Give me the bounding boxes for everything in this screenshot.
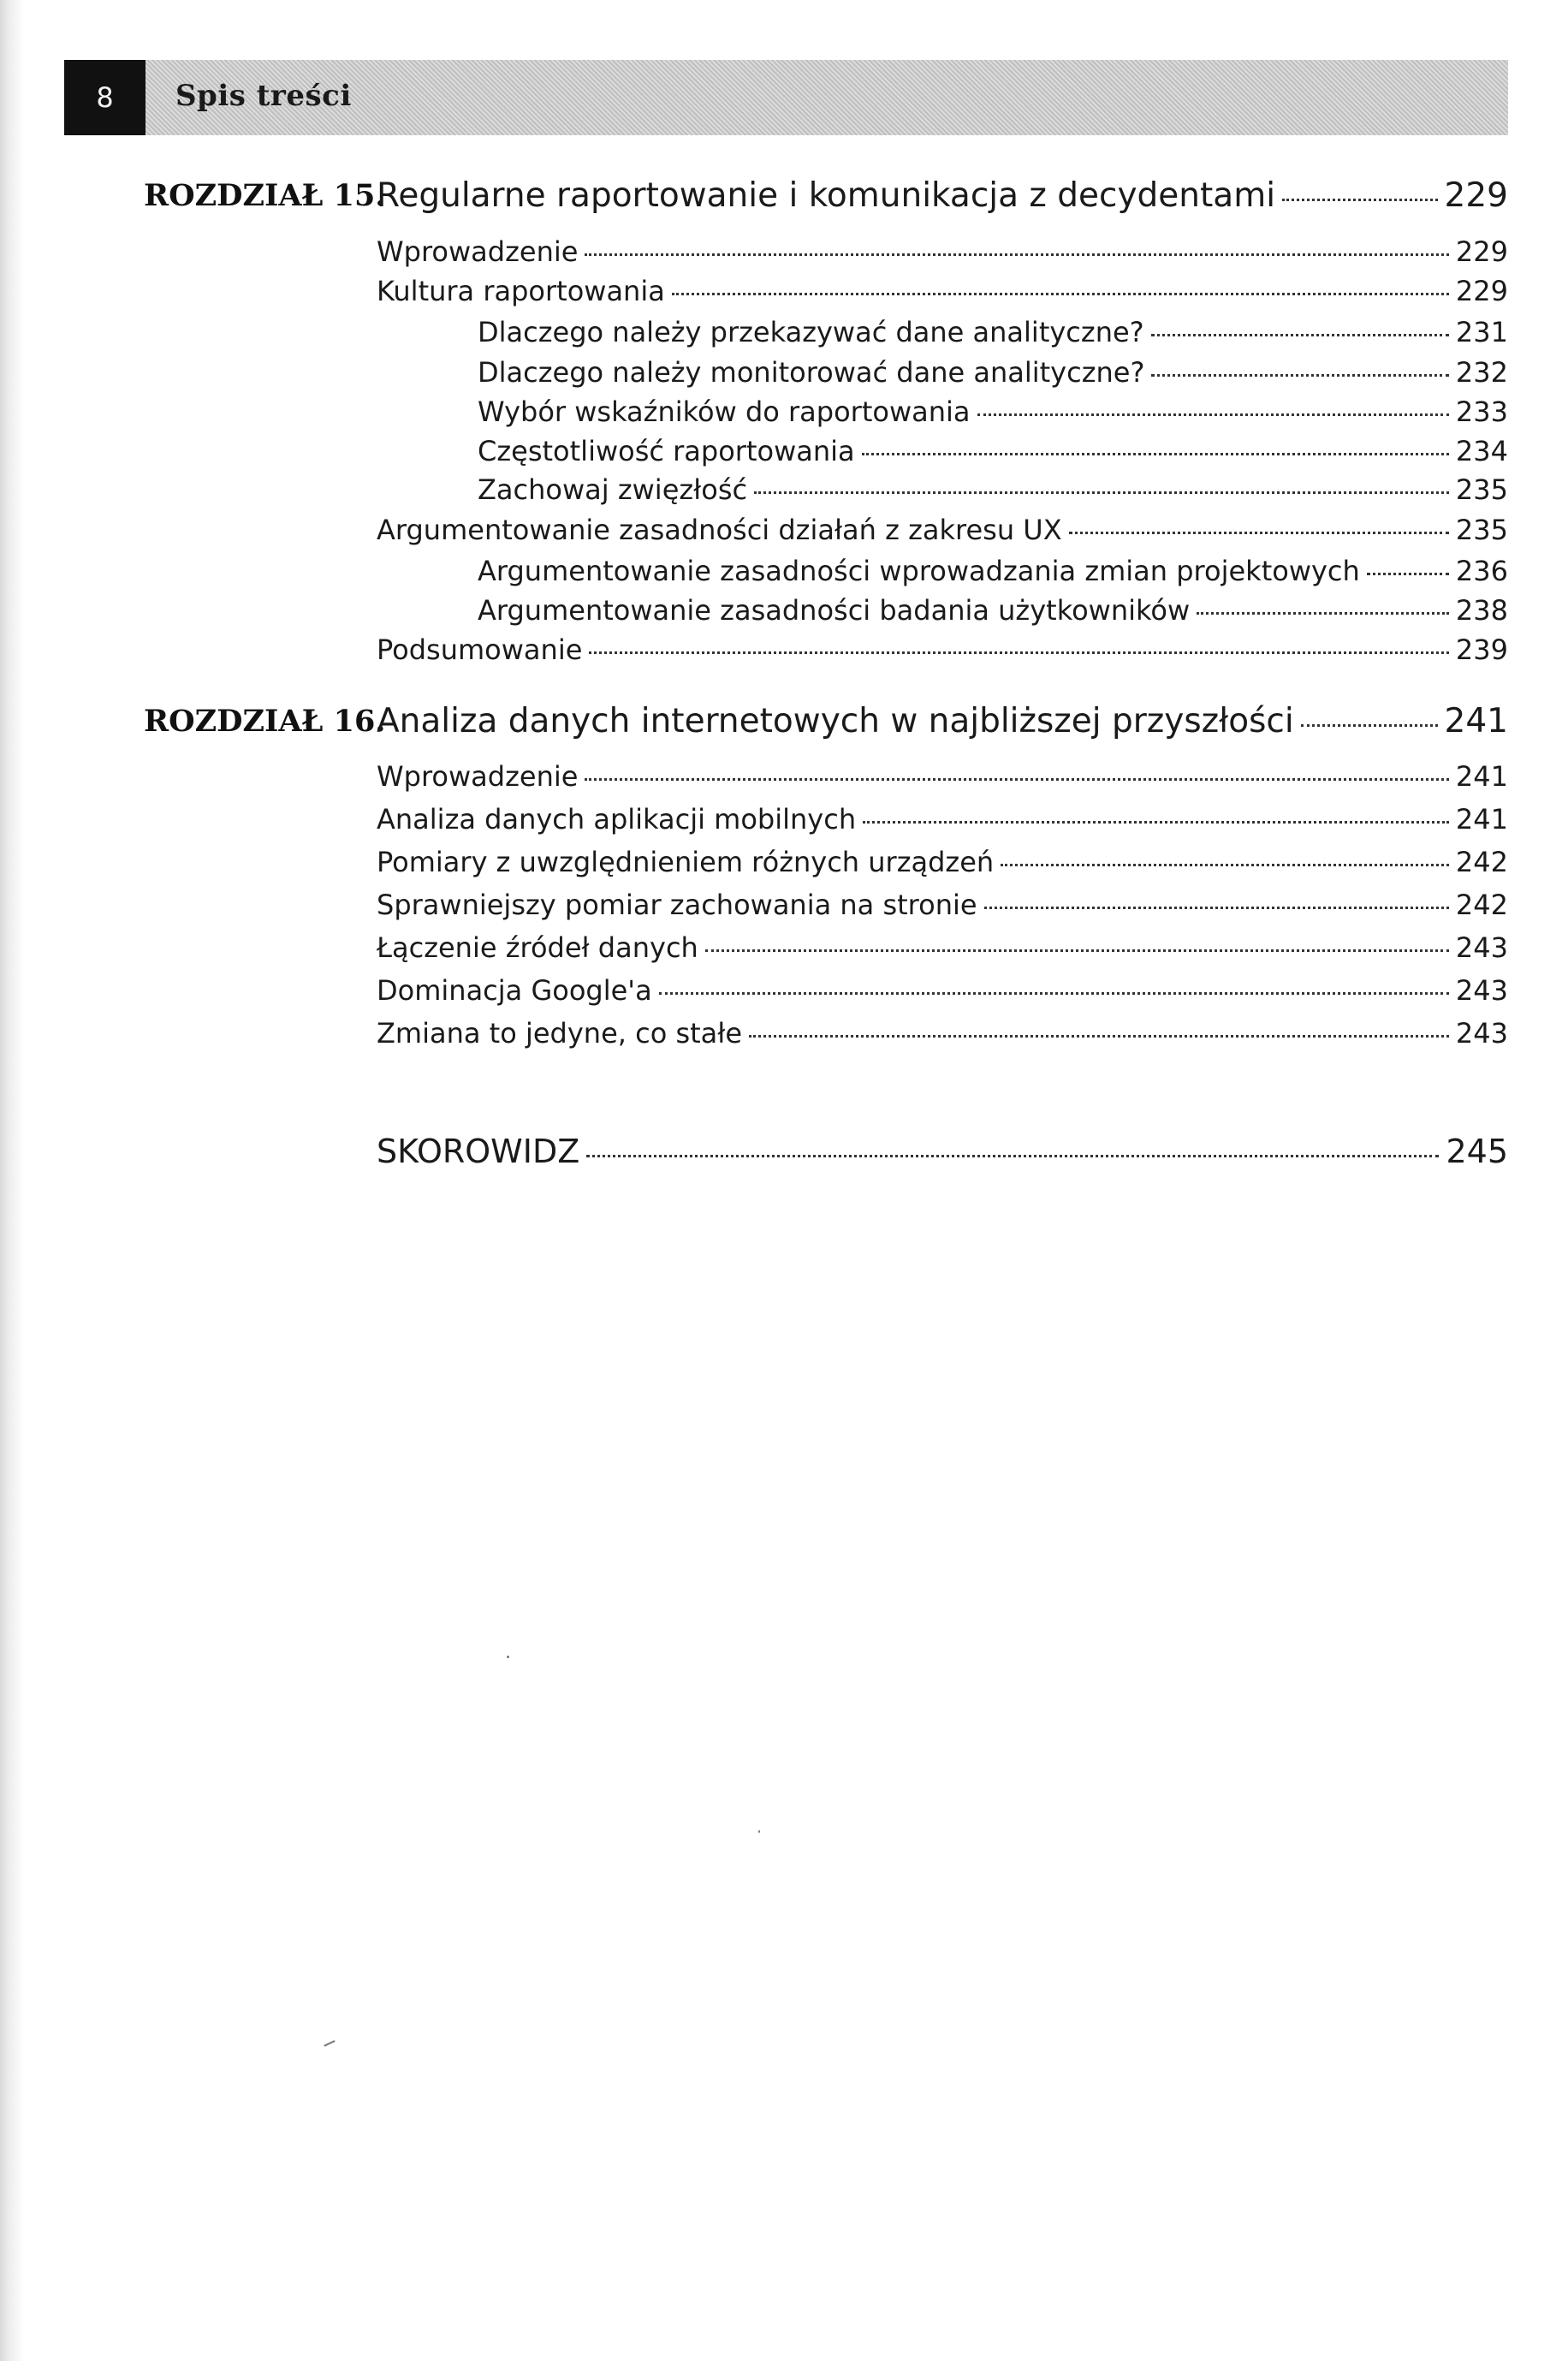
entry-page: 234 — [1455, 435, 1508, 467]
section-title: Spis treści — [175, 79, 352, 113]
entry-title: Analiza danych aplikacji mobilnych — [377, 803, 857, 836]
dot-leader — [977, 413, 1449, 416]
entry-page: 235 — [1455, 473, 1508, 506]
dot-leader — [585, 253, 1449, 256]
entry-title: Dlaczego należy przekazywać dane analityczne? — [478, 316, 1144, 348]
entry-page: 235 — [1455, 514, 1508, 546]
entry-page: 243 — [1455, 974, 1508, 1007]
toc-entry[interactable] — [377, 1017, 1508, 1050]
chapter-entry[interactable] — [377, 176, 1508, 215]
entry-page: 243 — [1455, 931, 1508, 964]
entry-page: 231 — [1455, 316, 1508, 348]
entry-page: 238 — [1455, 594, 1508, 627]
entry-page: 241 — [1455, 803, 1508, 836]
chapter-page: 241 — [1444, 702, 1508, 740]
entry-title: Argumentowanie zasadności działań z zakresu UX — [377, 514, 1062, 546]
dot-leader — [1151, 334, 1449, 336]
dot-leader — [749, 1035, 1449, 1038]
page-number: 8 — [64, 60, 146, 135]
dot-leader — [672, 293, 1449, 295]
entry-title: Zachowaj zwięzłość — [478, 473, 748, 506]
entry-title: Wprowadzenie — [377, 235, 579, 268]
scan-shadow — [0, 0, 24, 2361]
chapter-entry[interactable] — [377, 702, 1508, 740]
entry-title: Wybór wskaźników do raportowania — [478, 395, 971, 428]
dot-leader — [1282, 199, 1438, 201]
toc-entry[interactable] — [377, 760, 1508, 793]
entry-title: Podsumowanie — [377, 633, 583, 666]
entry-page: 242 — [1455, 846, 1508, 878]
dot-leader — [754, 491, 1449, 494]
entry-page: 236 — [1455, 555, 1508, 587]
entry-title: Argumentowanie zasadności badania użytkowników — [478, 594, 1191, 627]
dot-leader — [589, 651, 1449, 654]
chapter-title: Regularne raportowanie i komunikacja z decydentami — [377, 176, 1276, 215]
dot-leader — [1367, 573, 1449, 575]
toc-subentry[interactable] — [478, 555, 1508, 587]
toc-subentry[interactable] — [478, 594, 1508, 627]
toc-entry[interactable] — [377, 275, 1508, 307]
toc-subentry[interactable] — [478, 356, 1508, 389]
index-title: SKOROWIDZ — [377, 1133, 580, 1170]
chapter-title: Analiza danych internetowych w najbliższej przyszłości — [377, 702, 1294, 740]
toc-entry[interactable] — [377, 974, 1508, 1007]
chapter-label: ROZDZIAŁ 16. — [144, 704, 386, 739]
toc-entry[interactable] — [377, 931, 1508, 964]
entry-page: 229 — [1455, 275, 1508, 307]
dot-leader — [863, 821, 1449, 824]
entry-title: Łączenie źródeł danych — [377, 931, 698, 964]
index-entry[interactable] — [377, 1133, 1508, 1170]
entry-page: 243 — [1455, 1017, 1508, 1050]
scan-speck — [758, 1830, 760, 1833]
entry-page: 232 — [1455, 356, 1508, 389]
chapter-page: 229 — [1444, 176, 1508, 215]
toc-subentry[interactable] — [478, 473, 1508, 506]
dot-leader — [1301, 724, 1438, 727]
dot-leader — [659, 992, 1449, 995]
toc-entry[interactable] — [377, 846, 1508, 878]
dot-leader — [705, 949, 1449, 952]
dot-leader — [1151, 374, 1448, 377]
chapter-label: ROZDZIAŁ 15. — [144, 178, 386, 213]
entry-title: Dlaczego należy monitorować dane analityczne? — [478, 356, 1145, 389]
dot-leader — [1001, 864, 1449, 866]
dot-leader — [586, 1155, 1439, 1157]
entry-title: Dominacja Google'a — [377, 974, 652, 1007]
dot-leader — [984, 907, 1449, 909]
toc-subentry[interactable] — [478, 316, 1508, 348]
entry-title: Sprawniejszy pomiar zachowania na stronie — [377, 889, 977, 921]
entry-page: 239 — [1455, 633, 1508, 666]
entry-title: Argumentowanie zasadności wprowadzania zmian projektowych — [478, 555, 1360, 587]
toc-entry[interactable] — [377, 633, 1508, 666]
index-page: 245 — [1446, 1133, 1508, 1170]
scan-speck — [324, 2040, 336, 2047]
dot-leader — [585, 778, 1449, 781]
toc-entry[interactable] — [377, 889, 1508, 921]
entry-title: Kultura raportowania — [377, 275, 665, 307]
entry-page: 241 — [1455, 760, 1508, 793]
toc-entry[interactable] — [377, 514, 1508, 546]
entry-page: 229 — [1455, 235, 1508, 268]
dot-leader — [1069, 532, 1449, 534]
entry-title: Zmiana to jedyne, co stałe — [377, 1017, 743, 1050]
entry-title: Pomiary z uwzględnieniem różnych urządzeń — [377, 846, 995, 878]
toc-entry[interactable] — [377, 803, 1508, 836]
dot-leader — [862, 453, 1449, 455]
entry-page: 233 — [1455, 395, 1508, 428]
entry-title: Wprowadzenie — [377, 760, 579, 793]
scan-speck — [507, 1656, 509, 1658]
toc-subentry[interactable] — [478, 435, 1508, 467]
toc-subentry[interactable] — [478, 395, 1508, 428]
entry-page: 242 — [1455, 889, 1508, 921]
dot-leader — [1197, 612, 1449, 615]
entry-title: Częstotliwość raportowania — [478, 435, 855, 467]
toc-entry[interactable] — [377, 235, 1508, 268]
